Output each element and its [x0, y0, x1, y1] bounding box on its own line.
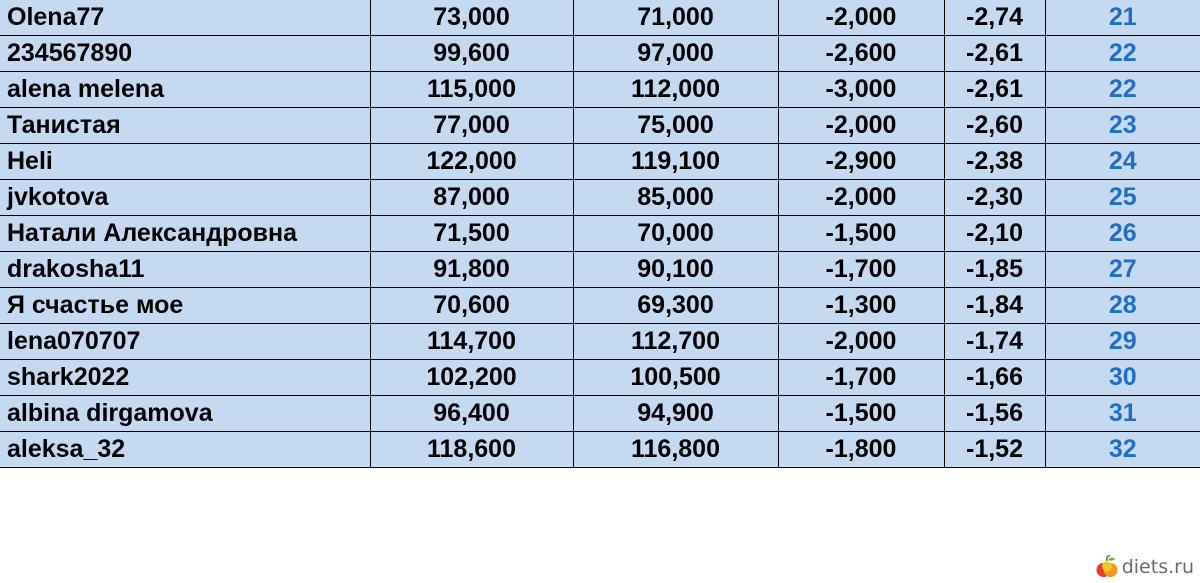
table-row: [0, 216, 1200, 252]
percent-change-cell: -2,10: [944, 216, 1045, 252]
start-weight-cell: 102,200: [370, 360, 573, 396]
rank-cell: 21: [1045, 0, 1200, 36]
table-row: [0, 36, 1200, 72]
current-weight-cell: 94,900: [573, 396, 778, 432]
watermark-text: diets.ru: [1121, 556, 1194, 578]
percent-change-cell: -2,38: [944, 144, 1045, 180]
weight-change-cell: -1,800: [778, 432, 944, 468]
weight-change-cell: -2,600: [778, 36, 944, 72]
rank-cell: 26: [1045, 216, 1200, 252]
apple-logo-icon: [1096, 555, 1118, 579]
table-row: [0, 324, 1200, 360]
rank-cell: 23: [1045, 108, 1200, 144]
percent-change-cell: -2,30: [944, 180, 1045, 216]
rank-cell: 27: [1045, 252, 1200, 288]
weight-change-cell: -2,000: [778, 108, 944, 144]
percent-change-cell: -1,85: [944, 252, 1045, 288]
weight-change-cell: -1,500: [778, 216, 944, 252]
percent-change-cell: -1,56: [944, 396, 1045, 432]
start-weight-cell: 70,600: [370, 288, 573, 324]
weight-change-cell: -3,000: [778, 72, 944, 108]
weight-change-cell: -2,000: [778, 0, 944, 36]
table-row: [0, 252, 1200, 288]
participant-name: lena070707: [0, 324, 370, 360]
participant-name: 234567890: [0, 36, 370, 72]
weight-change-cell: -2,000: [778, 324, 944, 360]
current-weight-cell: 70,000: [573, 216, 778, 252]
start-weight-cell: 122,000: [370, 144, 573, 180]
watermark[interactable]: [1096, 555, 1194, 579]
start-weight-cell: 71,500: [370, 216, 573, 252]
current-weight-cell: 85,000: [573, 180, 778, 216]
current-weight-cell: 119,100: [573, 144, 778, 180]
table-row: [0, 432, 1200, 468]
table-row: [0, 144, 1200, 180]
participant-name: Heli: [0, 144, 370, 180]
percent-change-cell: -1,66: [944, 360, 1045, 396]
rank-cell: 30: [1045, 360, 1200, 396]
current-weight-cell: 75,000: [573, 108, 778, 144]
current-weight-cell: 112,700: [573, 324, 778, 360]
percent-change-cell: -2,61: [944, 72, 1045, 108]
percent-change-cell: -2,74: [944, 0, 1045, 36]
table-row: [0, 108, 1200, 144]
rank-cell: 32: [1045, 432, 1200, 468]
percent-change-cell: -1,74: [944, 324, 1045, 360]
table-row: [0, 0, 1200, 36]
weight-change-cell: -1,700: [778, 360, 944, 396]
participant-name: Olena77: [0, 0, 370, 36]
participant-name: Натали Александровна: [0, 216, 370, 252]
table-row: [0, 180, 1200, 216]
current-weight-cell: 97,000: [573, 36, 778, 72]
participant-name: jvkotova: [0, 180, 370, 216]
start-weight-cell: 96,400: [370, 396, 573, 432]
current-weight-cell: 90,100: [573, 252, 778, 288]
participant-name: alena melena: [0, 72, 370, 108]
start-weight-cell: 99,600: [370, 36, 573, 72]
start-weight-cell: 77,000: [370, 108, 573, 144]
weight-change-cell: -1,700: [778, 252, 944, 288]
participant-name: Я счастье мое: [0, 288, 370, 324]
participant-name: aleksa_32: [0, 432, 370, 468]
rank-cell: 24: [1045, 144, 1200, 180]
rank-cell: 28: [1045, 288, 1200, 324]
percent-change-cell: -2,60: [944, 108, 1045, 144]
participant-name: drakosha11: [0, 252, 370, 288]
weight-change-cell: -2,000: [778, 180, 944, 216]
rank-cell: 31: [1045, 396, 1200, 432]
weight-change-cell: -1,300: [778, 288, 944, 324]
start-weight-cell: 118,600: [370, 432, 573, 468]
percent-change-cell: -1,52: [944, 432, 1045, 468]
start-weight-cell: 91,800: [370, 252, 573, 288]
current-weight-cell: 71,000: [573, 0, 778, 36]
start-weight-cell: 87,000: [370, 180, 573, 216]
current-weight-cell: 69,300: [573, 288, 778, 324]
weight-change-cell: -1,500: [778, 396, 944, 432]
current-weight-cell: 100,500: [573, 360, 778, 396]
rank-cell: 22: [1045, 36, 1200, 72]
table-row: [0, 396, 1200, 432]
start-weight-cell: 114,700: [370, 324, 573, 360]
participant-name: albina dirgamova: [0, 396, 370, 432]
start-weight-cell: 73,000: [370, 0, 573, 36]
participant-name: shark2022: [0, 360, 370, 396]
percent-change-cell: -1,84: [944, 288, 1045, 324]
table-row: [0, 288, 1200, 324]
weight-change-cell: -2,900: [778, 144, 944, 180]
start-weight-cell: 115,000: [370, 72, 573, 108]
table-row: [0, 360, 1200, 396]
rank-cell: 29: [1045, 324, 1200, 360]
participant-name: Танистая: [0, 108, 370, 144]
current-weight-cell: 112,000: [573, 72, 778, 108]
table-row: [0, 72, 1200, 108]
current-weight-cell: 116,800: [573, 432, 778, 468]
rank-cell: 22: [1045, 72, 1200, 108]
rank-cell: 25: [1045, 180, 1200, 216]
percent-change-cell: -2,61: [944, 36, 1045, 72]
